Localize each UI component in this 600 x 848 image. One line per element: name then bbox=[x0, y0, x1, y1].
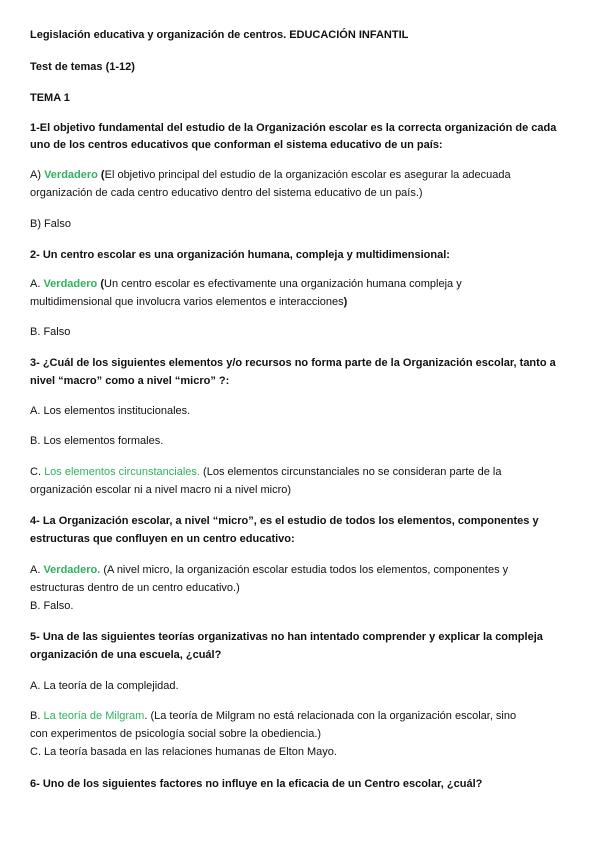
question-1-explanation-line-2: organización de cada centro educativo dentro del sistema educativo de un país.) bbox=[30, 187, 423, 199]
question-5-option-a: A. La teoría de la complejidad. bbox=[30, 680, 179, 692]
question-1-option-a bbox=[30, 166, 511, 184]
option-prefix: A. bbox=[30, 278, 44, 290]
question-5-option-c: C. La teoría basada en las relaciones humanas de Elton Mayo. bbox=[30, 746, 337, 758]
question-5-line-1: 5- Una de las siguientes teorías organizativas no han intentado comprender y explicar la compleja bbox=[30, 631, 543, 643]
question-5-option-b bbox=[30, 707, 516, 725]
option-prefix: B. bbox=[30, 710, 44, 722]
question-4-option-a bbox=[30, 561, 508, 579]
correct-answer: Los elementos circunstanciales. bbox=[44, 466, 200, 478]
option-prefix: A) bbox=[30, 169, 45, 181]
document-subtitle: Test de temas (1-12) bbox=[30, 61, 135, 73]
explanation: multidimensional que involucra varios elementos e interacciones bbox=[30, 296, 344, 308]
explanation: . (La teoría de Milgram no está relacionada con la organización escolar, sino bbox=[144, 710, 517, 722]
explanation: Un centro escolar es efectivamente una organización humana compleja y bbox=[104, 278, 462, 290]
paren-close: ) bbox=[343, 296, 348, 308]
paren-open: ( bbox=[97, 169, 105, 181]
document-title: Legislación educativa y organización de centros. EDUCACIÓN INFANTIL bbox=[30, 29, 409, 41]
question-3-line-2: nivel “macro” como a nivel “micro” ?: bbox=[30, 375, 230, 387]
correct-answer: Verdadero bbox=[43, 278, 98, 290]
question-4-option-b: B. Falso. bbox=[30, 600, 74, 612]
section-heading: TEMA 1 bbox=[30, 92, 70, 104]
question-4-explanation-line-2: estructuras dentro de un centro educativo.) bbox=[30, 582, 240, 594]
option-prefix: A. bbox=[30, 564, 44, 576]
correct-answer: Verdadero bbox=[44, 169, 98, 181]
question-2-explanation-line-2 bbox=[30, 293, 347, 311]
question-1-line-1: 1-El objetivo fundamental del estudio de la Organización escolar es la correcta organización de cada bbox=[30, 122, 557, 134]
question-4-line-1: 4- La Organización escolar, a nivel “micro”, es el estudio de todos los elementos, componentes y bbox=[30, 515, 539, 527]
explanation: (A nivel micro, la organización escolar estudia todos los elementos, componentes y bbox=[100, 564, 509, 576]
question-5-explanation-line-2: con experimentos de psicología social sobre la obediencia.) bbox=[30, 728, 322, 740]
question-5-line-2: organización de una escuela, ¿cuál? bbox=[30, 649, 222, 661]
question-2-option-a bbox=[30, 275, 462, 293]
question-2-option-b: B. Falso bbox=[30, 326, 71, 338]
question-2: 2- Un centro escolar es una organización humana, compleja y multidimensional: bbox=[30, 249, 450, 261]
question-3-explanation-line-2: organización escolar ni a nivel macro ni a nivel micro) bbox=[30, 484, 292, 496]
option-prefix: C. bbox=[30, 466, 45, 478]
question-1-line-2: uno de los centros educativos que conforman el sistema educativo de un país: bbox=[30, 139, 443, 151]
question-1-option-b: B) Falso bbox=[30, 218, 71, 230]
question-3-option-b: B. Los elementos formales. bbox=[30, 435, 164, 447]
question-3-option-a: A. Los elementos institucionales. bbox=[30, 405, 191, 417]
correct-answer: Verdadero. bbox=[43, 564, 101, 576]
question-4-line-2: estructuras que confluyen en un centro educativo: bbox=[30, 533, 295, 545]
question-6: 6- Uno de los siguientes factores no influye en la eficacia de un Centro escolar, ¿cuál? bbox=[30, 778, 483, 790]
question-3-option-c bbox=[30, 463, 501, 481]
explanation: El objetivo principal del estudio de la organización escolar es asegurar la adecuada bbox=[104, 169, 511, 181]
explanation: (Los elementos circunstanciales no se consideran parte de la bbox=[199, 466, 502, 478]
paren-open: ( bbox=[97, 278, 104, 290]
question-3-line-1: 3- ¿Cuál de los siguientes elementos y/o recursos no forma parte de la Organización escolar, tanto a bbox=[30, 357, 556, 369]
correct-answer: La teoría de Milgram bbox=[43, 710, 145, 722]
